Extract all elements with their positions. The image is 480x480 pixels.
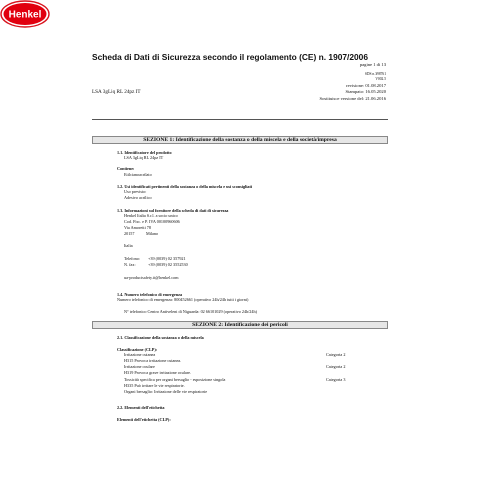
s12-line2: Adesivo acrilico xyxy=(124,195,152,200)
class-category: Categoria 2 xyxy=(326,364,346,369)
phone-label: Telefono: xyxy=(124,256,140,261)
contains-label: Contiene: xyxy=(117,166,135,171)
section-2-header: SEZIONE 2: Identificazione dei pericoli xyxy=(92,321,388,329)
product-name: LSA 3gLiq RL 24pz IT xyxy=(92,89,141,95)
divider xyxy=(92,119,388,120)
s11-title: 1.1. Identificatore del prodotto xyxy=(117,150,172,155)
s22-title: 2.2. Elementi dell'etichetta xyxy=(117,405,165,410)
section-1-header: SEZIONE 1: Identificazione della sostanza o della miscela e della società/impresa xyxy=(92,136,388,144)
revision-date: revisione: 01.08.2017 xyxy=(346,83,386,88)
s11-value: LSA 3gLiq RL 24pz IT xyxy=(124,155,164,160)
s13-title: 1.3. Informazioni sul fornitore della scheda di dati di sicurezza xyxy=(117,208,229,213)
document-title: Scheda di Dati di Sicurezza secondo il regolamento (CE) n. 1907/2006 xyxy=(92,52,368,62)
tax-code: Cod. Fisc. e P. IVA 00100960606 xyxy=(124,219,180,224)
class-row: Organi bersaglio: Irritazione delle vie respiratorie xyxy=(124,389,208,394)
page-number: pagine 1 di 13 xyxy=(359,62,386,67)
class-row: Irritazione cutanea xyxy=(124,352,156,357)
fax: +39 (0039) 02 3552530 xyxy=(148,262,188,267)
poison-center: N° telefonico Centro Antiveleni di Niguarda: 02 66101029 (operativo 24h/24h) xyxy=(124,309,257,314)
s12-line1: Uso previsto: xyxy=(124,189,147,194)
fax-label: N. fax: xyxy=(124,262,136,267)
logo-text: Henkel xyxy=(8,9,42,21)
class-row: Tossicità specifica per organi bersaglio - esposizione singola xyxy=(124,377,226,382)
henkel-logo xyxy=(0,0,50,28)
s14-title: 1.4. Numero telefonico di emergenza xyxy=(117,292,183,297)
email: ua-productsafety.it@henkel.com xyxy=(124,275,179,280)
sds-number: 398761 xyxy=(375,72,386,76)
s12-title: 1.2. Usi identificati pertinenti della sostanza o della miscela e usi sconsigliati xyxy=(117,184,253,189)
s21-title: 2.1. Classificazione della sostanza o della miscela xyxy=(117,335,204,340)
country: Italia xyxy=(124,243,133,248)
class-row: H335 Può irritare le vie respiratorie. xyxy=(124,383,185,388)
label-elements: Elementi dell'etichetta (CLP): xyxy=(117,417,171,422)
class-category: Categoria 3 xyxy=(326,377,346,382)
class-row: Irritazione oculare xyxy=(124,364,155,369)
class-row: H319 Provoca grave irritazione oculare. xyxy=(124,370,192,375)
street: Via Amoretti 78 xyxy=(124,225,151,230)
class-row: H315 Provoca irritazione cutanea. xyxy=(124,358,182,363)
clp-label: Classificazione (CLP): xyxy=(117,347,158,352)
zip: 20157 xyxy=(124,231,135,236)
class-category: Categoria 2 xyxy=(326,352,346,357)
sds-number-label: SDS n. : xyxy=(364,72,377,76)
emergency-phone: Numero telefonico di emergenza: 800452661 (operativo 24h/24h tutti i giorni) xyxy=(117,297,249,302)
contains-value: Etilcianoacrilato xyxy=(124,172,152,177)
version: V002.5 xyxy=(375,77,386,81)
phone: +39 (0039) 02 357921 xyxy=(148,256,186,261)
replaces-date: Sostituisce versione del: 21.06.2016 xyxy=(319,96,386,101)
city: Milano xyxy=(146,231,159,236)
printed-date: Stampato: 16.05.2020 xyxy=(345,89,386,94)
company: Henkel Italia S.r.l. a socio unico xyxy=(124,213,178,218)
